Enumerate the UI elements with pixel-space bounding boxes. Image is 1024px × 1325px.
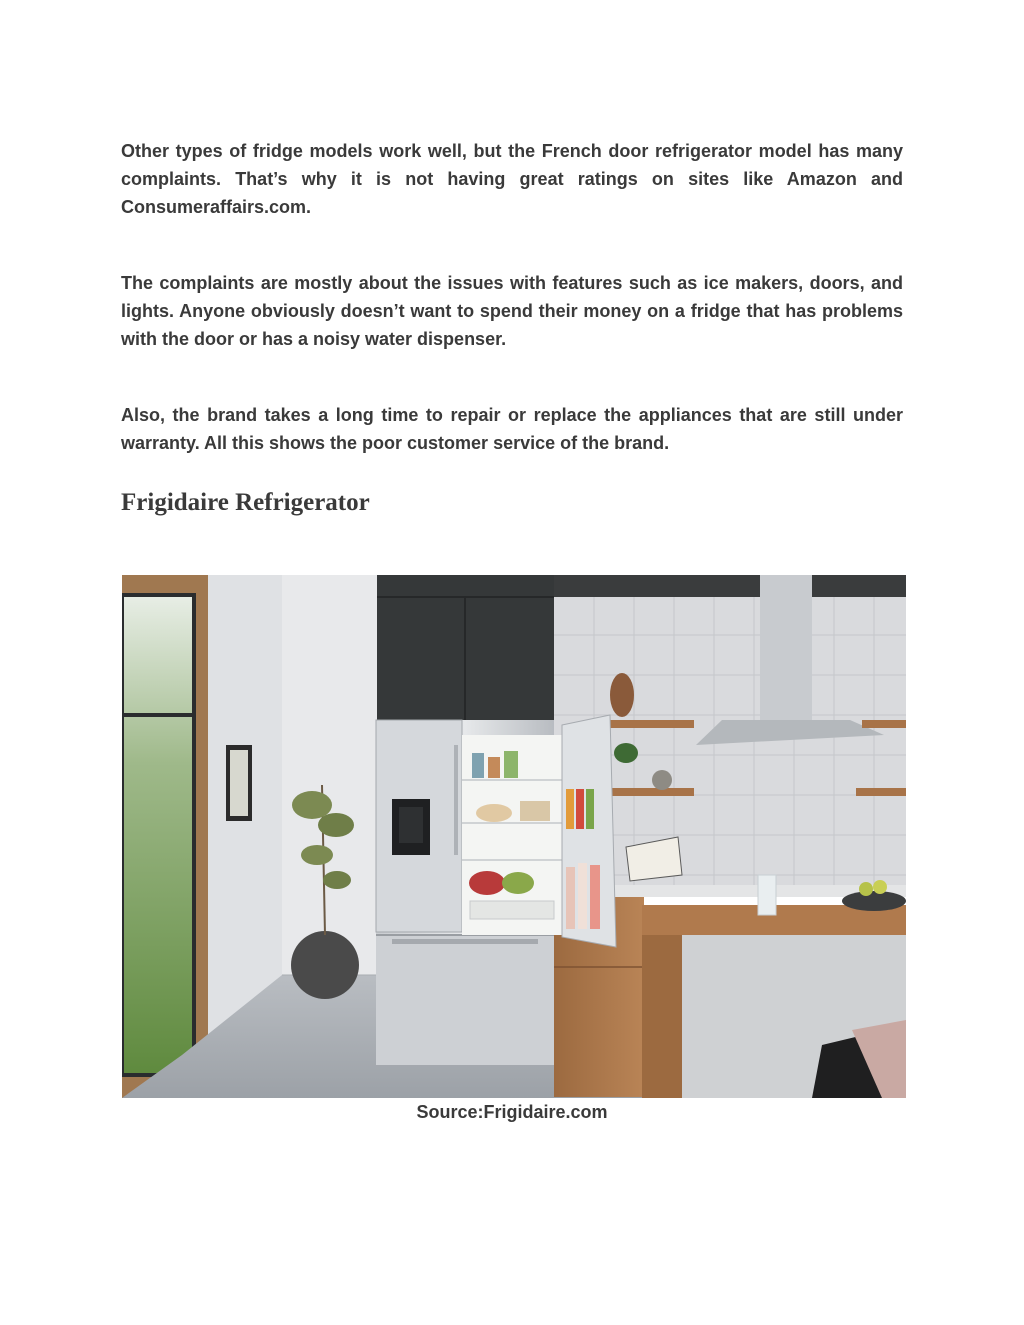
image-caption: Source:Frigidaire.com [416,1102,608,1122]
kitchen-refrigerator-photo [122,575,906,1098]
paragraph-3: Also, the brand takes a long time to repair or replace the appliances that are still under warranty. All this shows the poor customer service of the brand. [121,405,903,453]
paragraph-2: The complaints are mostly about the issues with features such as ice makers, doors, and lights. Anyone obviously doesn’t want to spend their money on a fridge that has problems with the door or has a noisy water dispenser. [121,273,903,349]
paragraph-1: Other types of fridge models work well, but the French door refrigerator model has many complaints. That’s why it is not having great ratings on sites like Amazon and Consumeraffairs.com. [121,141,903,217]
section-heading: Frigidaire Refrigerator [121,489,370,516]
